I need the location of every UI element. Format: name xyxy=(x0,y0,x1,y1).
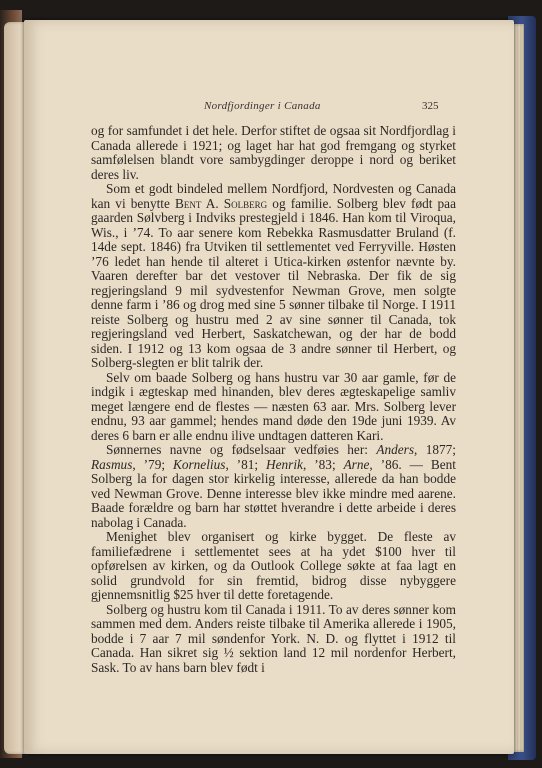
son-name-rasmus: Rasmus xyxy=(91,456,133,472)
paragraph-1: og for samfundet i det hele. Derfor stiftet de ogsaa sit Nordfjordlag i Canada allerede i 1921; og laget har hat god fremgang og styrket samfølelsen blandt vore sambygdinger deroppe i nord og beriket deres liv. xyxy=(91,123,456,182)
paragraph-2-body: og familie. Solberg blev født paa gaarden Sølvberg i Indviks prestegjeld i 1846. Han kom til Viroqua, Wis., i ’74. To aar senere kom Rebekka Rasmusdatter Bruland (f. 14de sept. 1846) fra Utviken til settlementet ved Ferryville. Høsten ’76 ledet han hende til alteret i Utica-kirken østenfor nævnte by. Vaaren derefter bar det vestover til Nebraska. Der fik de sig regjeringsland 9 mil sydvestenfor Newman Grove, men solgte denne farm i ’86 og drog med sine 5 sønner tilbake til Norge. I 1911 reiste Solberg og hustru med 2 av sine sønner til Canada, tok regjeringsland ved Herbert, Saskatchewan, og der har de bodd siden. I 1912 og 13 kom ogsaa de 3 andre sønner til Herbert, og Solberg-slegten er blit talrik der. xyxy=(91,195,456,370)
person-name-last: Solberg xyxy=(223,195,268,211)
header-title: Nordfjordinger i Canada xyxy=(204,100,321,112)
son-year-henrik: , ’83; xyxy=(302,456,344,472)
person-name-first: Bent A. xyxy=(175,195,224,211)
paragraph-3: Selv om baade Solberg og hans hustru var 30 aar gamle, før de indgik i ægteskap med hinanden, blev deres ægteskapelige samliv meget længere end de flestes — næsten 63 aar. Mrs. Solberg lever endnu, 93 aar gammel; hendes mand døde den 19de juni 1939. Av deres 6 barn er alle endnu ilive undtagen datteren Kari. xyxy=(91,369,456,443)
son-year-kornelius: , ’81; xyxy=(225,456,267,472)
paragraph-6: Solberg og hustru kom til Canada i 1911. To av deres sønner kom sammen med dem. Anders reiste tilbake til Amerika allerede i 1905, bodde i 7 aar 7 mil søndenfor York. N. D. og flyttet i 1912 til Canada. Han sikret sig ½ sektion land 12 mil nordenfor Herbert, Sask. To av hans barn blev født i xyxy=(91,601,456,675)
son-year-anders: , 1877; xyxy=(414,442,456,457)
paragraph-2-intro: Som et godt bindeled mellem Nordfjord, Nordvesten og Canada kan vi benytte xyxy=(91,181,456,211)
son-name-henrik: Henrik xyxy=(266,456,303,472)
son-name-arne: Arne xyxy=(343,456,370,472)
paragraph-4 xyxy=(91,443,456,530)
body-text xyxy=(91,124,456,675)
son-name-anders: Anders xyxy=(376,442,414,457)
paragraph-5: Menighet blev organisert og kirke bygget. De fleste av familiefædrene i settlementet sees at ha ydet $100 hver til opførelsen av kirken, og da Outlook College søkte at faa lagt en solid grundvold for sin fremtid, bidrog disse nybyggere gjennemsnitlig $25 hver til dette foretagende. xyxy=(91,529,456,602)
son-year-arne: , ’86. — xyxy=(369,456,431,472)
paragraph-4-body: Bent Solberg la for dagen stor kirkelig interesse, allerede da han bodde ved Newman Grove. Denne interesse blev ikke mindre med aarene. Baade forældre og barn har støttet hverandre i dette arbeide i deres nabolag i Canada. xyxy=(91,456,456,530)
son-year-rasmus: , ’79; xyxy=(132,456,173,472)
paragraph-4-intro: Sønnernes navne og fødselsaar vedføies her: xyxy=(106,442,377,457)
page-number: 325 xyxy=(422,100,439,112)
book-page xyxy=(24,20,514,754)
son-name-kornelius: Kornelius xyxy=(172,456,226,472)
paragraph-2 xyxy=(91,182,456,371)
running-header xyxy=(24,100,514,116)
